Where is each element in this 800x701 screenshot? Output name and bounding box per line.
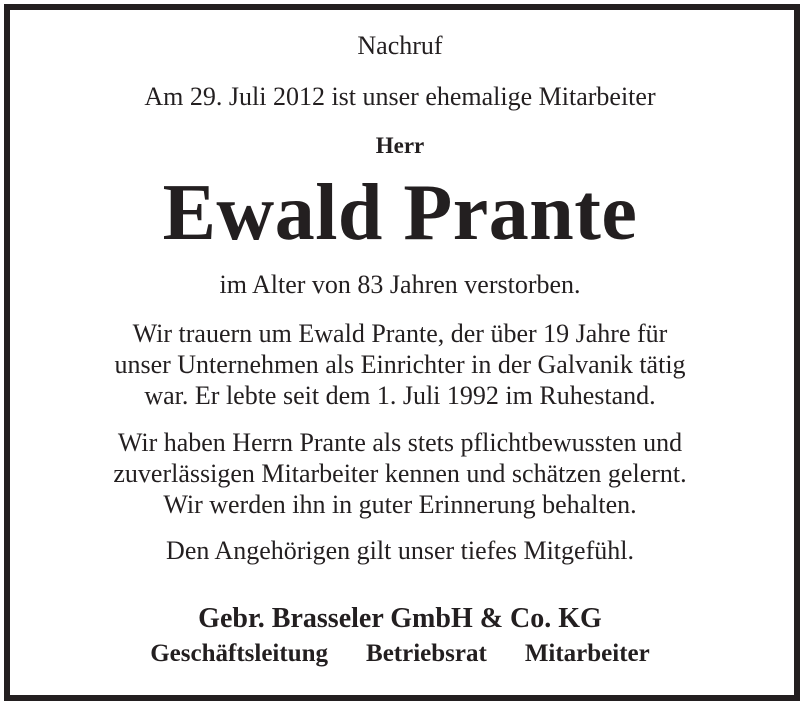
paragraph-line: Wir trauern um Ewald Prante, der über 19 Jahre für <box>132 319 668 348</box>
intro-line: Am 29. Juli 2012 ist unser ehemalige Mitarbeiter <box>144 82 656 111</box>
condolence-line: Den Angehörigen gilt unser tiefes Mitgefühl. <box>166 536 634 565</box>
company-name: Gebr. Brasseler GmbH & Co. KG <box>198 603 602 634</box>
paragraph-line: Wir werden ihn in guter Erinnerung behalten. <box>163 490 637 519</box>
paragraph-line: war. Er lebte seit dem 1. Juli 1992 im Ruhestand. <box>144 381 656 410</box>
notice-heading: Nachruf <box>357 31 443 60</box>
paragraph-service <box>0 318 800 411</box>
paragraph-line: zuverlässigen Mitarbeiter kennen und schätzen gelernt. <box>113 459 687 488</box>
signer-works-council: Betriebsrat <box>366 640 487 667</box>
signer-management: Geschäftsleitung <box>150 640 329 667</box>
paragraph-tribute <box>0 427 800 520</box>
age-line: im Alter von 83 Jahren verstorben. <box>219 270 581 299</box>
deceased-name: Ewald Prante <box>162 169 638 257</box>
paragraph-line: unser Unternehmen als Einrichter in der Galvanik tätig <box>114 350 686 379</box>
paragraph-line: Wir haben Herrn Prante als stets pflichtbewussten und <box>117 428 683 457</box>
signers <box>0 641 800 666</box>
signer-employees: Mitarbeiter <box>524 640 650 667</box>
honorific: Herr <box>375 133 425 158</box>
